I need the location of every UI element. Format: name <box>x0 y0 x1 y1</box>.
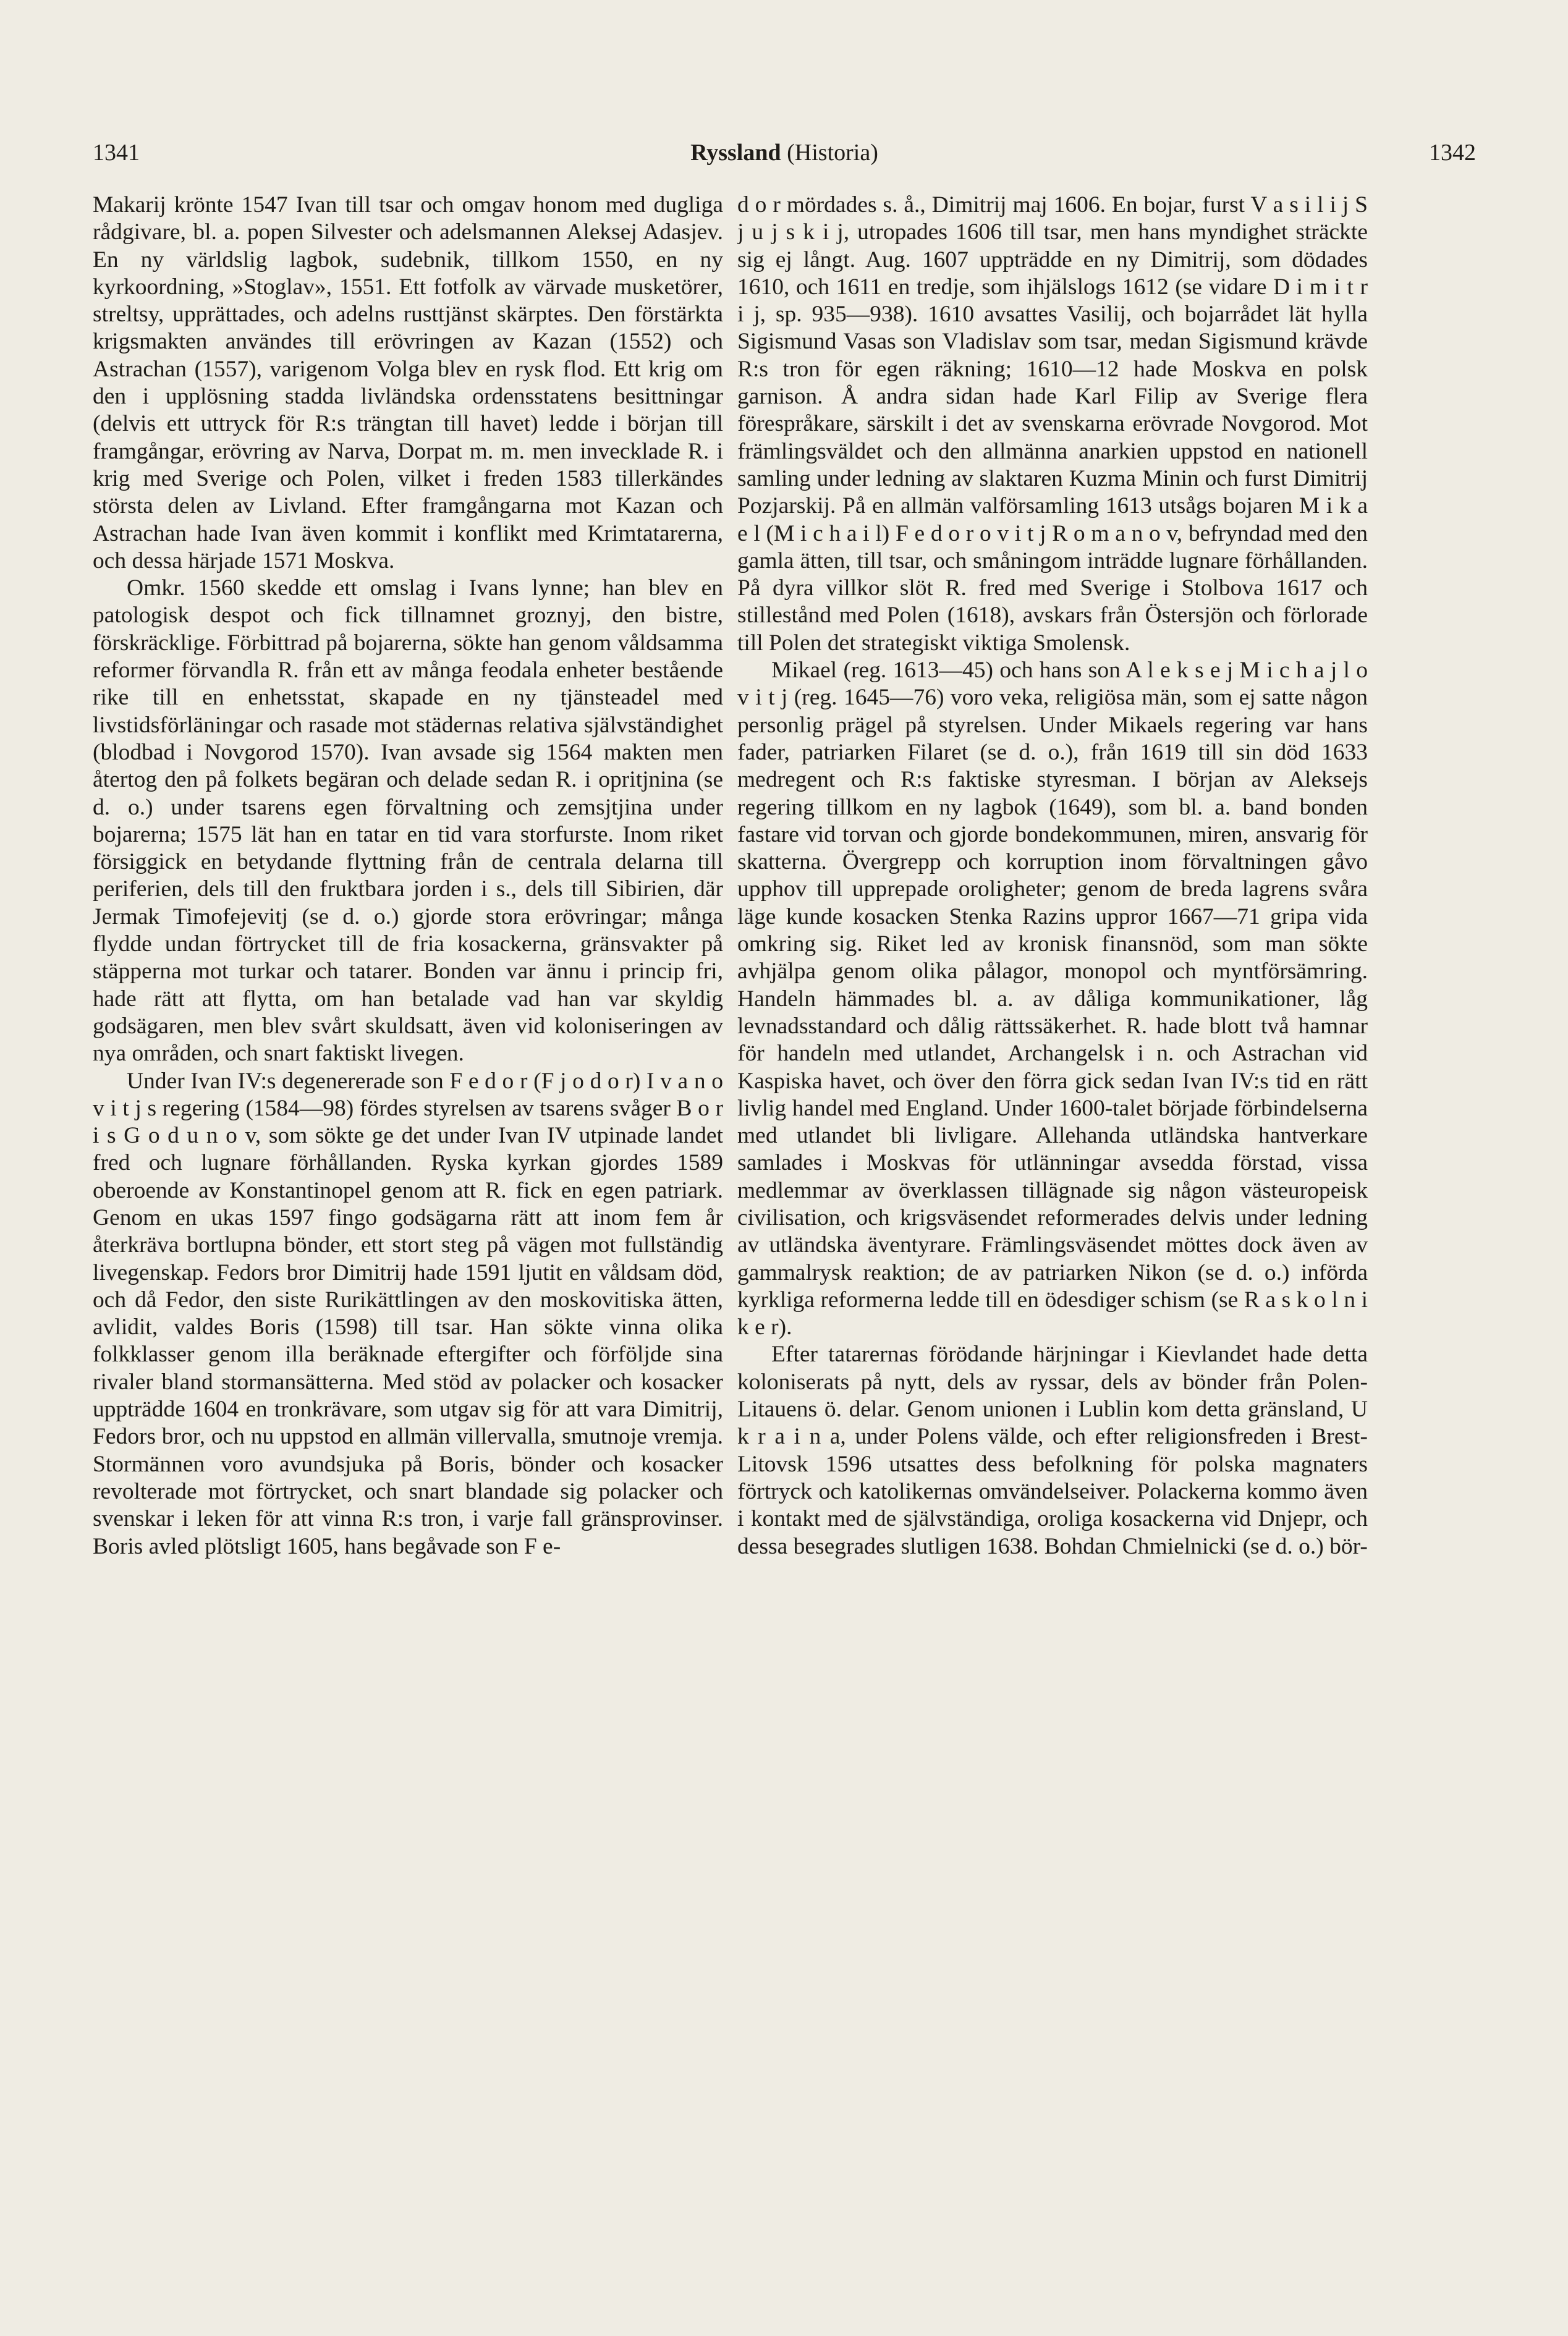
paragraph: d o r mördades s. å., Dimitrij maj 1606. En bojar, furst V a s i l i j S j u j s k i j, utropades 1606 till tsar, men hans myndighet sträckte sig ej långt. Aug. 1607 uppträdde en ny Dimitrij, som dödades 1610, och 1611 en tredje, som ihjälslogs 1612 (se vidare D i m i t r i j, sp. 935—938). 1610 avsattes Vasilij, och bojarrådet lät hylla Sigismund Vasas son Vladislav som tsar, medan Sigismund krävde R:s tron för egen räkning; 1610—12 hade Moskva en polsk garnison. Å andra sidan hade Karl Filip av Sverige flera förespråkare, särskilt i det av svenskarna erövrade Novgorod. Mot främlingsväldet och den allmänna anarkien uppstod en nationell samling under ledning av slaktaren Kuzma Minin och furst Dimitrij Pozjarskij. På en allmän valförsamling 1613 utsågs bojaren M i k a e l (M i c h a i l) F e d o r o v i t j R o m a n o v, befryndad med den gamla ätten, till tsar, och småningom inträdde lugnare förhållanden. På dyra villkor slöt R. fred med Sverige i Stolbova 1617 och stillestånd med Polen (1618), avskars från Östersjön och förlorade till Polen det strategiskt viktiga Smolensk. <box>737 192 1368 656</box>
page-number-right: 1342 <box>1429 140 1476 166</box>
running-title <box>93 139 1476 166</box>
page-header <box>93 139 1476 176</box>
page-number-left: 1341 <box>93 140 140 166</box>
left-column <box>93 192 723 2169</box>
running-title-main: Ryssland <box>690 140 781 166</box>
running-title-sub: (Historia) <box>787 140 878 166</box>
paragraph: Under Ivan IV:s degenererade son F e d o r (F j o d o r) I v a n o v i t j s regering (1584—98) fördes styrelsen av tsarens svåger B o r i s G o d u n o v, som sökte ge det under Ivan IV utpinade landet fred och lugnare förhållanden. Ryska kyrkan gjordes 1589 oberoende av Konstantinopel genom att R. fick en egen patriark. Genom en ukas 1597 fingo godsägarna rätt att inom fem år återkräva bortlupna bönder, ett stort steg på vägen mot fullständig livegenskap. Fedors bror Dimitrij hade 1591 ljutit en våldsam död, och då Fedor, den siste Rurikättlingen av den moskovitiska ätten, avlidit, valdes Boris (1598) till tsar. Han sökte vinna olika folkklasser genom illa beräknade eftergifter och förföljde sina rivaler bland stormansätterna. Med stöd av polacker och kosacker uppträdde 1604 en tronkrävare, som utgav sig för att vara Dimitrij, Fedors bror, och nu uppstod en allmän villervalla, smutnoje vremja. Stormännen voro avundsjuka på Boris, bönder och kosacker revolterade mot förtrycket, och snart blandade sig polacker och svenskar i leken för att vinna R:s tron, i varje fall gränsprovinser. Boris avled plötsligt 1605, hans begåvade son F e- <box>93 1068 723 1559</box>
paragraph: Mikael (reg. 1613—45) och hans son A l e k s e j M i c h a j l o v i t j (reg. 1645—76) voro veka, religiösa män, som ej satte någon personlig prägel på styrelsen. Under Mikaels regering var hans fader, patriarken Filaret (se d. o.), från 1619 till sin död 1633 medregent och R:s faktiske styresman. I början av Aleksejs regering tillkom en ny lagbok (1649), som bl. a. band bonden fastare vid torvan och gjorde bondekommunen, miren, ansvarig för skatterna. Övergrepp och korruption inom förvaltningen gåvo upphov till upprepade oroligheter; genom de breda lagrens svåra läge kunde kosacken Stenka Razins uppror 1667—71 gripa vida omkring sig. Riket led av kronisk finansnöd, som man sökte avhjälpa genom olika pålagor, monopol och myntförsämring. Handeln hämmades bl. a. av dåliga kommunikationer, låg levnadsstandard och dålig rättssäkerhet. R. hade blott två hamnar för handeln med utlandet, Archangelsk i n. och Astrachan vid Kaspiska havet, och över den förra gick sedan Ivan IV:s tid en rätt livlig handel med England. Under 1600-talet började förbindelserna med utlandet bli livligare. Allehanda utländska hantverkare samlades i Moskvas för utlänningar avsedda förstad, vissa medlemmar av överklassen tillägnade sig någon västeuropeisk civilisation, och krigsväsendet reformerades delvis under ledning av utländska äventyrare. Främlingsväsendet möttes dock även av gammalrysk reaktion; de av patriarken Nikon (se d. o.) införda kyrkliga reformerna ledde till en ödesdiger schism (se R a s k o l n i k e r). <box>737 658 1368 1340</box>
paragraph: Makarij krönte 1547 Ivan till tsar och omgav honom med dugliga rådgivare, bl. a. popen Silvester och adelsmannen Aleksej Adasjev. En ny världslig lagbok, sudebnik, tillkom 1550, en ny kyrkoordning, »Stoglav», 1551. Ett fotfolk av värvade musketörer, streltsy, upprättades, och adelns rusttjänst skärptes. Den förstärkta krigsmakten användes till erövringen av Kazan (1552) och Astrachan (1557), varigenom Volga blev en rysk flod. Ett krig om den i upplösning stadda livländska ordensstatens besittningar (delvis ett uttryck för R:s trängtan till havet) ledde i början till framgångar, erövring av Narva, Dorpat m. m. men invecklade R. i krig med Sverige och Polen, vilket i freden 1583 tillerkändes största delen av Livland. Efter framgångarna mot Kazan och Astrachan hade Ivan även kommit i konflikt med Krimtatarerna, och dessa härjade 1571 Moskva. <box>93 192 723 573</box>
paragraph: Efter tatarernas förödande härjningar i Kievlandet hade detta koloniserats på nytt, dels av ryssar, dels av bönder från Polen-Litauens ö. delar. Genom unionen i Lublin kom detta gränsland, U k r a i n a, under Polens välde, och efter religionsfreden i Brest-Litovsk 1596 utsattes dess befolkning för polska magnaters förtryck och katolikernas omvändelseiver. Polackerna kommo även i kontakt med de självständiga, oroliga kosackerna vid Dnjepr, och dessa besegrades slutligen 1638. Bohdan Chmielnicki (se d. o.) bör- <box>737 1342 1368 1559</box>
right-column <box>737 192 1368 2169</box>
paragraph: Omkr. 1560 skedde ett omslag i Ivans lynne; han blev en patologisk despot och fick tillnamnet groznyj, den bistre, förskräcklige. Förbittrad på bojarerna, sökte han genom våldsamma reformer förvandla R. från ett av många feodala enheter bestående rike till en enhetsstat, skapade en ny tjänsteadel med livstidsförläningar och rasade mot städernas relativa självständighet (blodbad i Novgorod 1570). Ivan avsade sig 1564 makten men återtog den på folkets begäran och delade sedan R. i opritjnina (se d. o.) under tsarens egen förvaltning och zemsjtjina under bojarerna; 1575 lät han en tatar en tid vara storfurste. Inom riket försiggick en betydande flyttning från de centrala delarna till periferien, dels till den fruktbara jorden i s., dels till Sibirien, där Jermak Timofejevitj (se d. o.) gjorde stora erövringar; många flydde undan förtrycket till de fria kosackerna, gränsvakter på stäpperna mot turkar och tatarer. Bonden var ännu i princip fri, hade rätt att flytta, om han betalade vad han var skyldig godsägaren, men blev svårt skuldsatt, även vid koloniseringen av nya områden, och snart faktiskt livegen. <box>93 575 723 1067</box>
